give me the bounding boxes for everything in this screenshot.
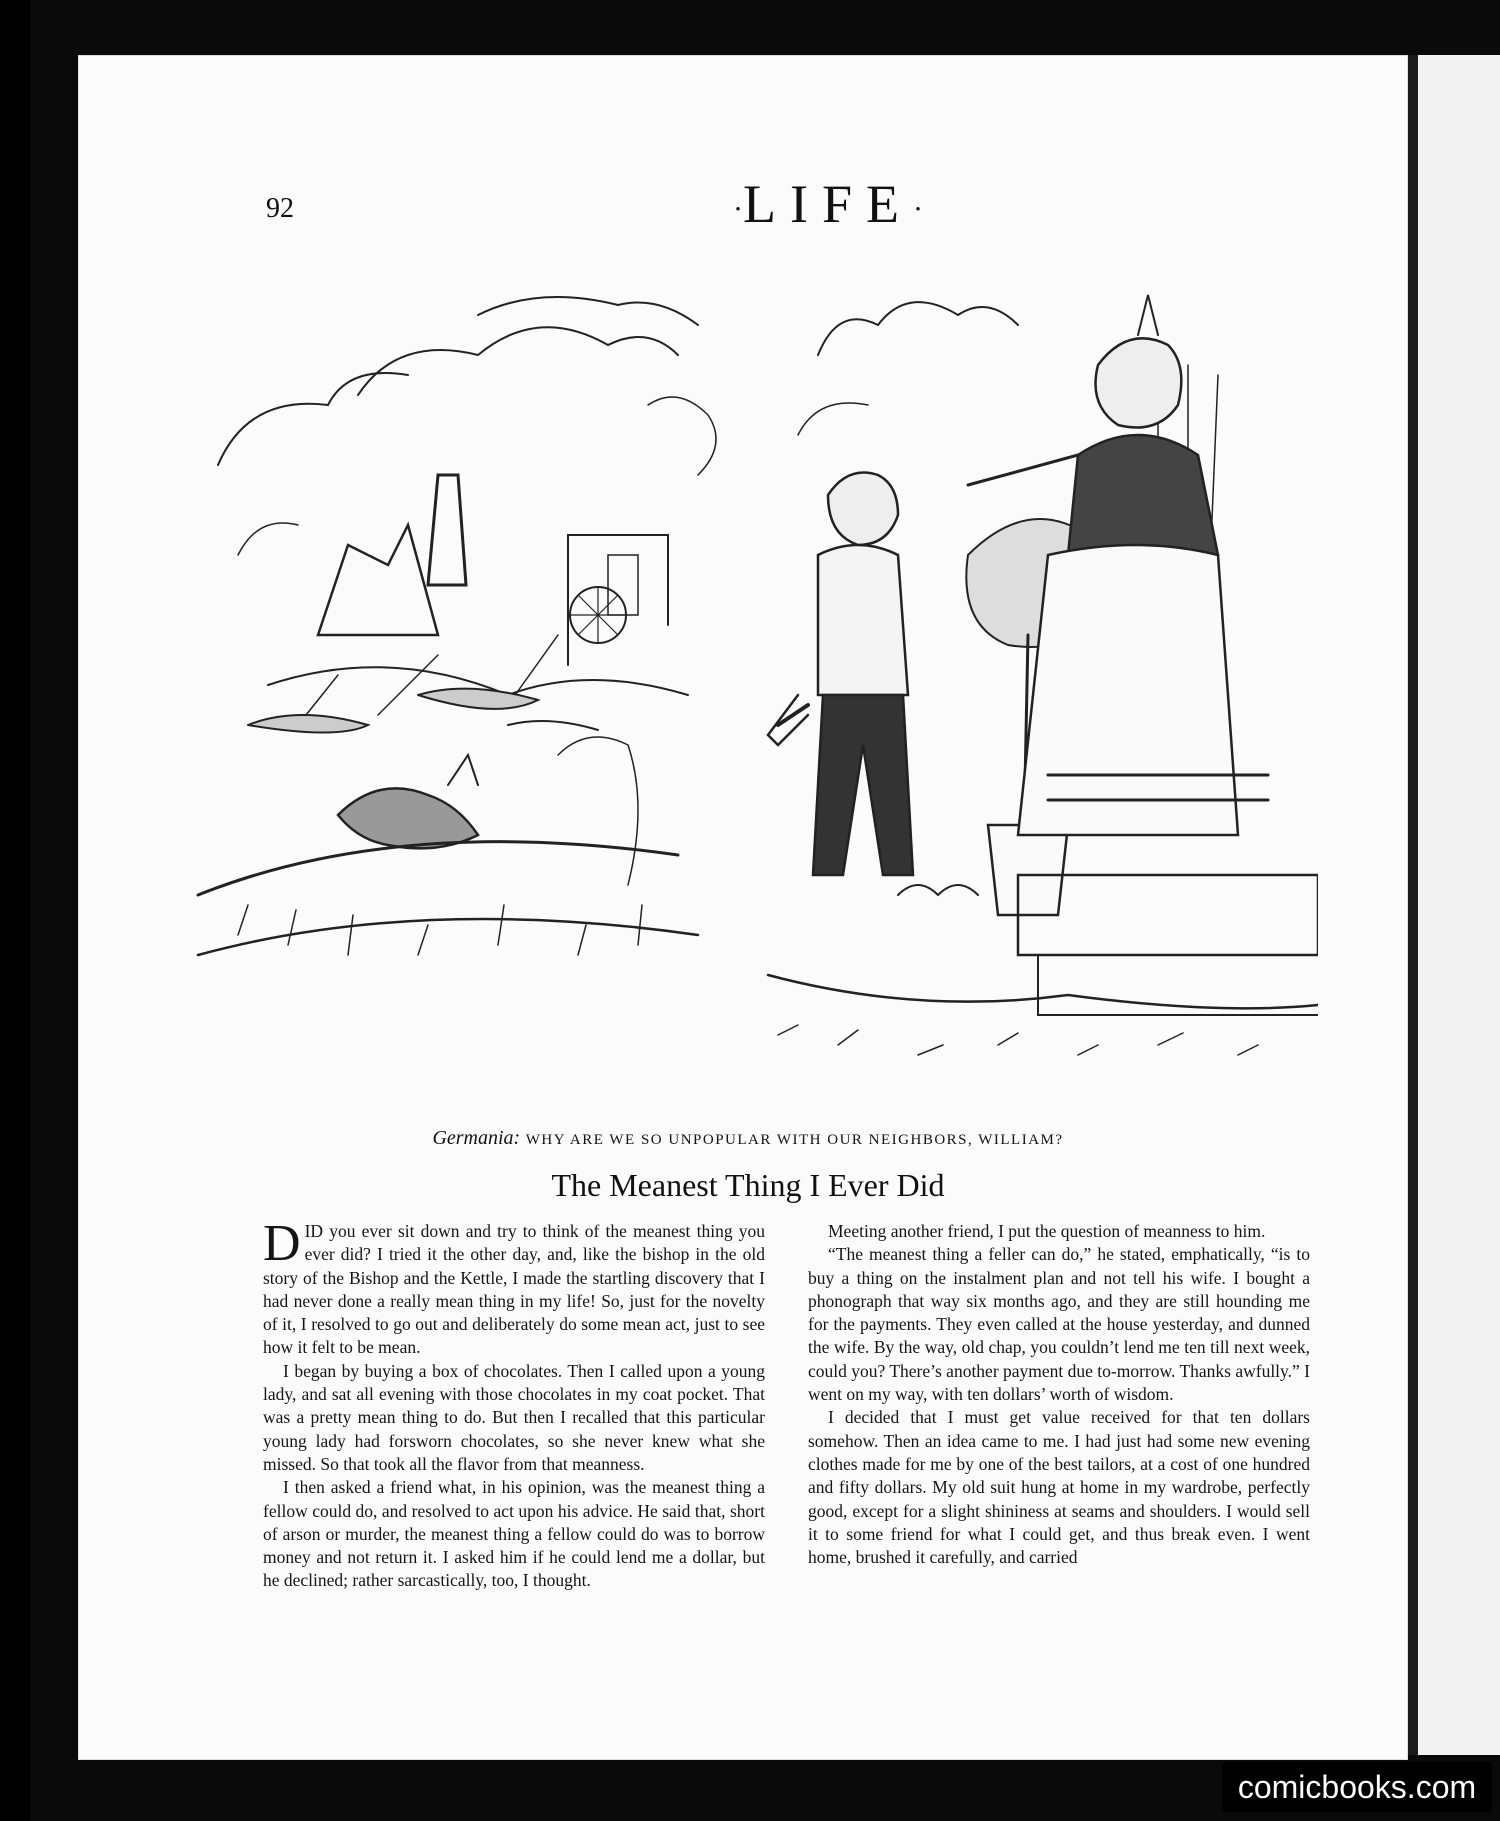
masthead: ·LIFE· [733, 174, 923, 234]
paragraph: Meeting another friend, I put the question of meanness to him. [828, 1221, 1266, 1241]
paragraph: I decided that I must get value received for that ten dollars somehow. Then an idea came to me. I had just had some new evening clothes made for me by one of the best tailors, at a cost of one hundred and fifty dollars. My old suit hung at home in my wardrobe, perfectly good, except for a slight shininess at seams and shoulders. I would sell it to some friend for what I could get, and thus break even. I went home, brushed it carefully, and carried [808, 1407, 1310, 1568]
adjacent-page-edge [1418, 55, 1500, 1755]
paragraph: I began by buying a box of chocolates. Then I called upon a young lady, and sat all evening with those chocolates in my coat pocket. That was a pretty mean thing to do. But then I recalled that this particular young lady had forsworn chocolates, so she never knew what she missed. So that took all the flavor from that meanness. [263, 1360, 765, 1474]
paragraph-text: ID you ever sit down and try to think of the meanest thing you ever did? I tried it the other day, and, like the bishop in the old story of the Bishop and the Kettle, I made the startling discovery that I had never done a really mean thing in my life! So, just for the novelty of it, I resolved to go out and deliberately do some mean act, just to see how it felt to be mean. [263, 1221, 765, 1358]
drop-cap: D [263, 1215, 301, 1272]
article-column-left [263, 1215, 765, 1593]
cartoon-caption [178, 1127, 1318, 1150]
caption-text: WHY ARE WE SO UNPOPULAR WITH OUR NEIGHBORS, WILLIAM? [525, 1132, 1064, 1148]
site-watermark: comicbooks.com [1222, 1762, 1492, 1812]
scan-border [0, 0, 30, 1821]
paragraph: “The meanest thing a feller can do,” he stated, emphatically, “is to buy a thing on the instalment plan and not tell his wife. I bought a phonograph that way six months ago, and they are still hounding me for the payments. They even called at the house yesterday, and dunned the wife. By the way, old chap, you couldn’t lend me ten till next week, could you? There’s another payment due to-morrow. Thanks awfully.” I went on my way, with ten dollars’ worth of wisdom. [808, 1244, 1311, 1405]
article-column-right [808, 1220, 1310, 1569]
page-number: 92 [266, 193, 294, 224]
paragraph [263, 1215, 765, 1360]
article-title: The Meanest Thing I Ever Did [551, 1167, 945, 1203]
masthead-title: LIFE [743, 174, 913, 234]
cartoon-illustration [178, 255, 1318, 1115]
caption-speaker: Germania: [432, 1127, 521, 1149]
paragraph: I then asked a friend what, in his opinion, was the meanest thing a fellow could do, and resolved to act upon his advice. He said that, short of arson or murder, the meanest thing a fellow could do was to borrow money and not return it. I asked him if he could lend me a dollar, but he declined; rather sarcastically, too, I thought. [263, 1477, 765, 1591]
magazine-page [78, 55, 1408, 1760]
